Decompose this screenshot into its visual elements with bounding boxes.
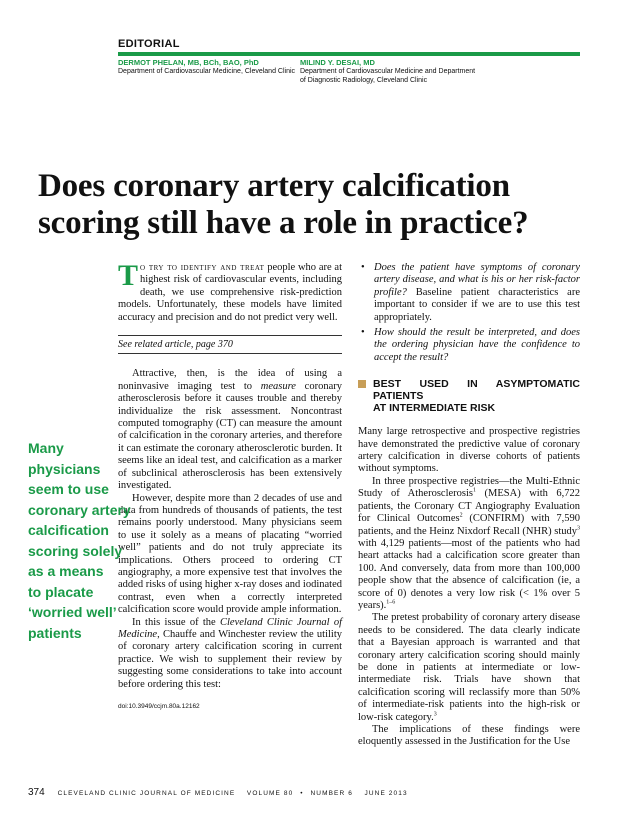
square-icon (358, 380, 366, 388)
right-column (358, 262, 580, 749)
list-item (358, 262, 580, 324)
citation: 1–6 (386, 599, 396, 606)
body-paragraph (118, 368, 342, 492)
journal-name: Cleveland Clinic Journal of Medicine (118, 616, 342, 640)
body-paragraph (358, 612, 580, 724)
author-affiliation: Department of Cardiovascular Medicine, Cleveland Clinic (118, 68, 296, 75)
citation: 3 (433, 711, 437, 718)
separator: • (300, 790, 304, 797)
intro-text: people who are at highest risk of cardiovascular events, including death, we use comprehensive risk-prediction models. Unfortunately, these models have limited accuracy and precision and do not predict very well. (118, 262, 342, 323)
text: coronary atherosclerosis before it causes trouble and thereby individualize the risk assessment. Noncontrast computed tomography (CT) can measure the amount of calcification in the coronary arteries, and therefore it can estimate the coronary atherosclerotic burden. It seems like an ideal test, and calcification as a marker of subclinical atherosclerosis has been extensively investigated. (118, 380, 342, 492)
related-article-link[interactable]: See related article, page 370 (118, 339, 233, 351)
intro-paragraph (118, 259, 342, 324)
pull-quote-line: coronary artery (28, 501, 131, 518)
section-label: EDITORIAL (118, 38, 180, 50)
text: with 4,129 patients—most of the patients who had heart attacks had a calcification score greater than 100. And conversely, data from more than 100,000 people show that the absence of calcification (ie, a score of 0) denotes a very low risk (< 1% over 5 years). (358, 537, 580, 611)
citation: 3 (577, 525, 580, 531)
author-block-2 (300, 58, 490, 85)
body-paragraph: Many large retrospective and prospective registries have demonstrated the predictive value of coronary artery calcification in diverse cohorts of patients without symptoms. (358, 426, 580, 475)
issue-date: JUNE 2013 (364, 790, 408, 797)
volume: VOLUME 80 (246, 790, 294, 797)
pull-quote-line: calcification (28, 522, 109, 538)
bullet-icon: • (361, 327, 365, 339)
drop-cap: T (118, 259, 139, 292)
body-paragraph (118, 617, 342, 691)
author-block-1 (118, 58, 298, 76)
author-affiliation: of Diagnostic Radiology, Cleveland Clinic (300, 77, 428, 84)
pull-quote-line: scoring solely (28, 542, 123, 559)
list-item (358, 327, 580, 364)
divider (118, 353, 342, 354)
pull-quote-line: seem to use (28, 481, 109, 497)
pull-quote-line: Many (28, 440, 64, 456)
citation: 1 (473, 487, 477, 494)
section-heading (358, 378, 580, 414)
title-line: Does coronary artery calcification (38, 168, 510, 204)
journal-name: CLEVELAND CLINIC JOURNAL OF MEDICINE (57, 790, 236, 797)
bullet-list (358, 262, 580, 364)
text: (MESA) with 6,722 patients, the Coronary CT Angiography Evaluation for Clinical Outcomes (358, 488, 580, 525)
author-affiliation: Department of Cardiovascular Medicine and Department (300, 68, 476, 75)
pull-quote-line: to placate (28, 583, 94, 600)
bullet-question: How should the result be interpreted, and does the ordering physician have the confidence to accept the result? (374, 327, 580, 363)
author-name: DERMOT PHELAN, MB, BCh, BAO, PhD (118, 58, 259, 67)
intro-smallcaps: o try to identify and treat (140, 262, 265, 273)
heading-text (373, 378, 580, 414)
title-line: scoring still have a role in practice? (38, 205, 529, 241)
emphasis: measure (260, 380, 296, 392)
author-name: MILIND Y. DESAI, MD (300, 58, 375, 67)
article-title (38, 168, 598, 242)
text: , Chauffe and Winchester review the utility of coronary artery calcification scoring in current practice. We wish to supplement their review by suggesting some considerations to take into account before ordering this test: (118, 628, 342, 690)
pull-quote-line: patients (28, 624, 82, 641)
body-paragraph: However, despite more than 2 decades of use and data from hundreds of thousands of patients, the test remains poorly understood. Many physicians seem to use it solely as a means of placating “worried well” patients and do not truly appreciate its implications. Others proceed to ordering CT angiography, a more expensive test that involves the added risks of using higher x-ray doses and iodinated contrast, even when a correctly interpreted calcification score would provide ample information. (118, 492, 342, 616)
text: In this issue of the (132, 616, 221, 628)
heading-line: AT INTERMEDIATE RISK (373, 402, 496, 415)
body-paragraph: The implications of these findings were eloquently assessed in the Justification for the Use (358, 724, 580, 748)
issue-number: NUMBER 6 (310, 790, 353, 797)
text: Attractive, then, is the idea of using a noninvasive imaging test to (118, 368, 342, 392)
text: (CONFIRM) with 7,590 patients, and the Heinz Nixdorf Recall (NHR) study (358, 513, 581, 537)
doi: doi:10.3949/ccjm.80a.12162 (118, 703, 200, 710)
text: In three prospective registries—the Multi-Ethnic Study of Atherosclerosis (358, 475, 580, 500)
bullet-text: Baseline patient characteristics are important to consider if we are to use this test appropriately. (374, 286, 580, 323)
citation: 2 (459, 512, 463, 519)
pull-quote-line: physicians (28, 460, 101, 477)
pull-quote (28, 438, 131, 643)
bullet-question: Does the patient have symptoms of coronary artery disease, and what is his or her risk-factor profile? (374, 262, 580, 298)
page-number: 374 (28, 787, 45, 798)
heading-line: BEST USED IN ASYMPTOMATIC PATIENTS (373, 378, 580, 403)
page-footer (28, 787, 588, 798)
left-column (118, 259, 342, 713)
bullet-icon: • (361, 262, 365, 273)
pull-quote-line: as a means (28, 563, 104, 579)
header-rule (118, 52, 580, 56)
text: The pretest probability of coronary artery disease needs to be considered. The data clearly indicate that a Bayesian approach is warranted and that coronary artery calcification scoring should mainly be done in patients at intermediate or low-intermediate risk. Trials have shown that calcification scoring will reclassify more than 50% of intermediate-risk patients into the high-risk or low-risk category. (358, 612, 580, 723)
pull-quote-line: ‘worried well’ (28, 604, 117, 620)
body-paragraph (358, 476, 580, 612)
